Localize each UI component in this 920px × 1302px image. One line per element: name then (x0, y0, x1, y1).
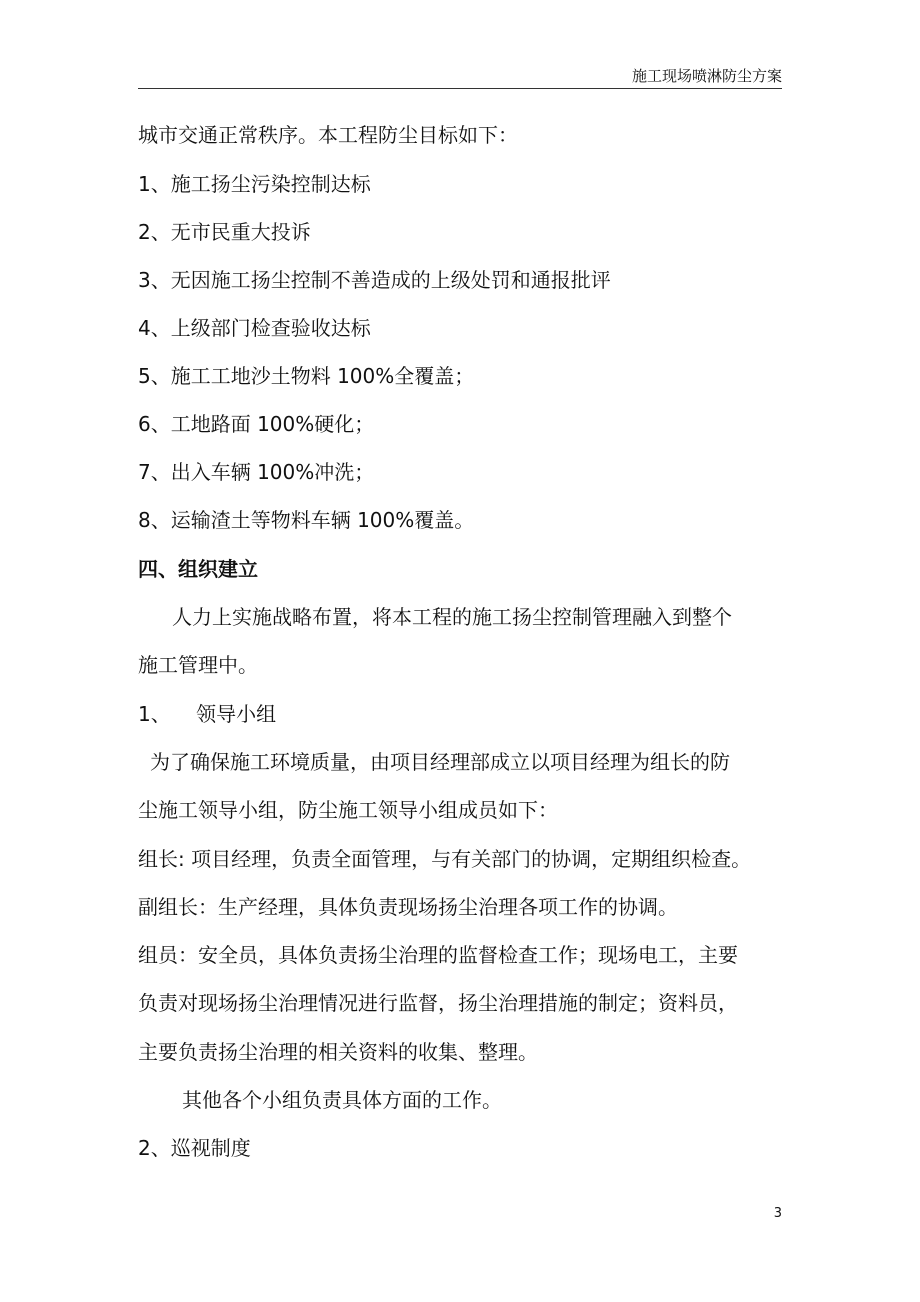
group-leader-line: 组长: 项目经理，负责全面管理，与有关部门的协调，定期组织检查。 (138, 847, 752, 871)
members-line-1: 组员：安全员，具体负责扬尘治理的监督检查工作；现场电工，主要 (138, 943, 738, 967)
goal-item-8: 8、运输渣土等物料车辆 100%覆盖。 (138, 508, 475, 532)
subheading-leadership-group: 1、 领导小组 (138, 702, 277, 726)
goal-item-1: 1、施工扬尘污染控制达标 (138, 172, 371, 196)
subheading-patrol-system: 2、巡视制度 (138, 1136, 251, 1160)
other-groups-line: 其他各个小组负责具体方面的工作。 (182, 1088, 502, 1112)
section-heading-organization: 四、组织建立 (138, 557, 258, 581)
paragraph-organization-line-2: 施工管理中。 (138, 653, 258, 677)
header-divider (138, 88, 782, 89)
vice-leader-line: 副组长：生产经理，具体负责现场扬尘治理各项工作的协调。 (138, 895, 678, 919)
page-header-title: 施工现场喷淋防尘方案 (631, 67, 782, 85)
goal-item-6: 6、工地路面 100%硬化； (138, 412, 375, 436)
goal-item-7: 7、出入车辆 100%冲洗； (138, 460, 375, 484)
paragraph-leadership-line-2: 尘施工领导小组，防尘施工领导小组成员如下： (138, 798, 558, 822)
paragraph-organization-line-1: 人力上实施战略布置，将本工程的施工扬尘控制管理融入到整个 (172, 605, 732, 629)
intro-line: 城市交通正常秩序。本工程防尘目标如下： (138, 123, 518, 147)
members-line-3: 主要负责扬尘治理的相关资料的收集、整理。 (138, 1040, 538, 1064)
goal-item-2: 2、无市民重大投诉 (138, 220, 311, 244)
members-line-2: 负责对现场扬尘治理情况进行监督，扬尘治理措施的制定；资料员， (138, 991, 738, 1015)
goal-item-5: 5、施工工地沙土物料 100%全覆盖； (138, 364, 475, 388)
paragraph-leadership-line-1: 为了确保施工环境质量，由项目经理部成立以项目经理为组长的防 (150, 750, 730, 774)
page-number: 3 (773, 1206, 782, 1221)
goal-item-3: 3、无因施工扬尘控制不善造成的上级处罚和通报批评 (138, 268, 611, 292)
goal-item-4: 4、上级部门检查验收达标 (138, 316, 371, 340)
